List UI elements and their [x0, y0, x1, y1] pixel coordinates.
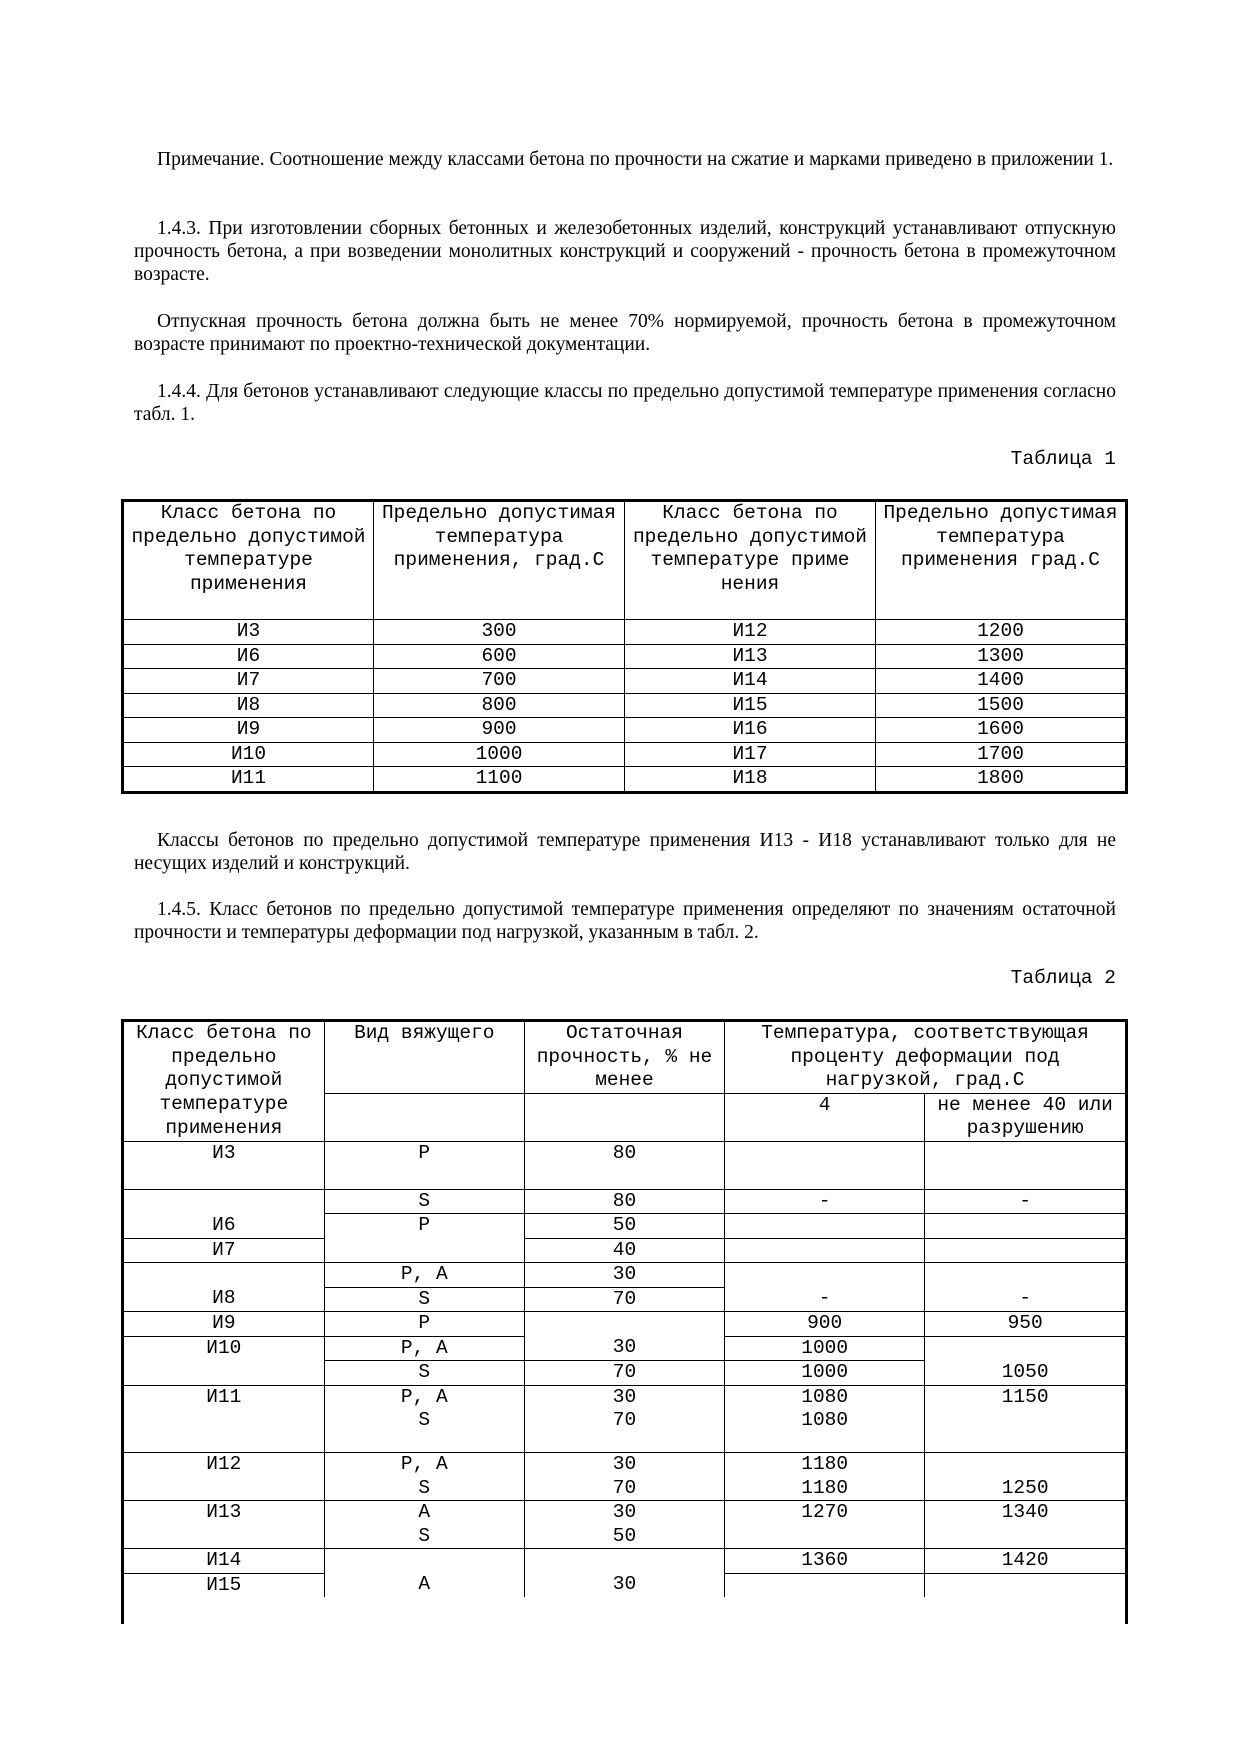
table-cell: S	[324, 1287, 524, 1312]
table-1-caption: Таблица 1	[1010, 448, 1116, 470]
table-cell	[925, 1263, 1125, 1288]
table-row	[124, 1287, 1125, 1312]
table-cell: -	[725, 1287, 925, 1312]
table-cell: И16	[625, 718, 876, 743]
table-cell	[725, 1141, 925, 1189]
table-cell: 50	[524, 1525, 724, 1549]
header-class: Класс бетона по предельно допустимой	[124, 1022, 324, 1093]
table-1-header-cell: Класс бетона по предельно допустимой температуре применения	[123, 501, 374, 620]
table-row	[124, 1453, 1125, 1477]
table-row	[124, 1238, 1125, 1263]
table-cell: И12	[124, 1453, 324, 1477]
table-cell: S	[324, 1189, 524, 1214]
table-cell: 1000	[725, 1361, 925, 1386]
table-row	[123, 767, 1127, 793]
table-cell	[124, 1263, 324, 1288]
table-cell: 30	[524, 1385, 724, 1409]
table-cell: И18	[625, 767, 876, 793]
table-cell: 1150	[925, 1385, 1125, 1409]
table-cell: -	[925, 1189, 1125, 1214]
table-cell: 1250	[925, 1477, 1125, 1501]
table-cell: И9	[123, 718, 374, 743]
table-row	[123, 669, 1127, 694]
table-cell: S	[324, 1525, 524, 1549]
table-row	[124, 1263, 1125, 1288]
table-row	[124, 1336, 1125, 1361]
table-cell: И13	[124, 1501, 324, 1525]
table-cell	[124, 1189, 324, 1214]
table-cell	[524, 1093, 724, 1141]
table-cell: 900	[725, 1312, 925, 1337]
table-row	[124, 1141, 1125, 1189]
table-cell: И7	[123, 669, 374, 694]
table-cell: И15	[625, 693, 876, 718]
table-cell	[524, 1312, 724, 1337]
table-1-header-row	[123, 501, 1127, 620]
table-cell: Р, А	[324, 1263, 524, 1288]
table-cell	[925, 1409, 1125, 1453]
table-cell: 950	[925, 1312, 1125, 1337]
table-cell: Р	[324, 1312, 524, 1337]
table-cell: S	[324, 1361, 524, 1386]
table-row	[124, 1573, 1125, 1597]
table-cell: 70	[524, 1287, 724, 1312]
table-cell: 70	[524, 1477, 724, 1501]
table-1-header-cell: Предельно допустимая температура применения, град.С	[374, 501, 625, 620]
table-2-caption: Таблица 2	[1010, 967, 1116, 989]
table-cell: 80	[524, 1189, 724, 1214]
table-cell	[925, 1525, 1125, 1549]
table-cell: 40	[524, 1238, 724, 1263]
table-cell: -	[725, 1189, 925, 1214]
table-cell: И6	[124, 1214, 324, 1239]
table-row	[123, 718, 1127, 743]
table-cell: 50	[524, 1214, 724, 1239]
table-cell	[524, 1549, 724, 1574]
table-cell: 1080	[725, 1385, 925, 1409]
table-cell: 1500	[876, 693, 1127, 718]
table-cell	[725, 1573, 925, 1597]
table-2-grid	[124, 1022, 1125, 1597]
table-row	[124, 1525, 1125, 1549]
header-deformation-temperature: Температура, соответствующая проценту деформации под нагрузкой, град.С	[725, 1022, 1125, 1093]
table-cell: 30	[524, 1336, 724, 1361]
table-row	[124, 1385, 1125, 1409]
header-temp-4-percent: 4	[725, 1093, 925, 1141]
table-cell: И6	[123, 644, 374, 669]
table-cell: И8	[123, 693, 374, 718]
table-cell: 30	[524, 1453, 724, 1477]
table-cell: 1340	[925, 1501, 1125, 1525]
table-cell: И14	[124, 1549, 324, 1574]
table-cell: И11	[123, 767, 374, 793]
table-cell: 1360	[725, 1549, 925, 1574]
table-2-subheader-row	[124, 1093, 1125, 1141]
table-cell	[124, 1525, 324, 1549]
table-row	[124, 1361, 1125, 1386]
table-row	[123, 693, 1127, 718]
table-cell: 1420	[925, 1549, 1125, 1574]
table-cell	[725, 1238, 925, 1263]
table-cell: 1180	[725, 1453, 925, 1477]
note-paragraph: Примечание. Соотношение между классами бетона по прочности на сжатие и марками приведено в приложении 1.	[157, 149, 1114, 170]
header-class-continued: температуре применения	[124, 1093, 324, 1141]
table-row	[124, 1501, 1125, 1525]
table-cell: 800	[374, 693, 625, 718]
table-cell: 1100	[374, 767, 625, 793]
table-cell	[124, 1409, 324, 1453]
table-cell: 1180	[725, 1477, 925, 1501]
table-cell: 80	[524, 1141, 724, 1189]
table-2	[121, 1019, 1128, 1624]
table-cell: И14	[625, 669, 876, 694]
table-cell: 600	[374, 644, 625, 669]
table-cell	[925, 1453, 1125, 1477]
table-cell	[725, 1525, 925, 1549]
table-cell: 30	[524, 1501, 724, 1525]
table-cell: S	[324, 1477, 524, 1501]
table-cell: 70	[524, 1361, 724, 1386]
table-cell: 1080	[725, 1409, 925, 1453]
table-cell: 1700	[876, 742, 1127, 767]
table-cell: 900	[374, 718, 625, 743]
table-1-header-cell: Класс бетона по предельно допустимой температуре приме нения	[625, 501, 876, 620]
table-cell: И10	[123, 742, 374, 767]
table-cell: S	[324, 1409, 524, 1453]
table-cell: И8	[124, 1287, 324, 1312]
table-cell: И15	[124, 1573, 324, 1597]
table-cell: 300	[374, 620, 625, 645]
table-cell: И10	[124, 1336, 324, 1361]
table-cell: И3	[123, 620, 374, 645]
table-cell: 1000	[725, 1336, 925, 1361]
header-binder: Вид вяжущего	[324, 1022, 524, 1093]
section-1-4-4-paragraph: 1.4.4. Для бетонов устанавливают следующие классы по предельно допустимой температуре применения согласно табл. 1.	[134, 381, 1116, 425]
table-row	[124, 1477, 1125, 1501]
table-cell	[124, 1361, 324, 1386]
table-cell: И11	[124, 1385, 324, 1409]
table-cell: -	[925, 1287, 1125, 1312]
table-cell: 1800	[876, 767, 1127, 793]
section-1-4-3-paragraph: 1.4.3. При изготовлении сборных бетонных и железобетонных изделий, конструкций устанавливают отпускную прочность бетона, а при возведении монолитных конструкций и сооружений - прочность бетона в промежуточном возрасте.	[134, 218, 1116, 285]
table-cell: 1300	[876, 644, 1127, 669]
release-strength-paragraph: Отпускная прочность бетона должна быть не менее 70% нормируемой, прочность бетона в промежуточном возрасте принимают по проектно-технической документации.	[134, 311, 1116, 355]
table-1-header-cell: Предельно допустимая температура применения град.С	[876, 501, 1127, 620]
table-cell: Р, А	[324, 1453, 524, 1477]
table-cell: И13	[625, 644, 876, 669]
table-cell: 1000	[374, 742, 625, 767]
header-residual-strength: Остаточная прочность, % не менее	[524, 1022, 724, 1093]
table-cell: И3	[124, 1141, 324, 1189]
table-cell	[925, 1336, 1125, 1361]
table-row	[123, 620, 1127, 645]
table-cell	[124, 1477, 324, 1501]
table-cell	[725, 1214, 925, 1239]
table-cell	[925, 1214, 1125, 1239]
table-cell	[925, 1573, 1125, 1597]
table-cell: И9	[124, 1312, 324, 1337]
table-cell: 1200	[876, 620, 1127, 645]
table-cell: 1400	[876, 669, 1127, 694]
table-cell: И7	[124, 1238, 324, 1263]
table-2-header-row	[124, 1022, 1125, 1093]
section-1-4-5-paragraph: 1.4.5. Класс бетонов по предельно допустимой температуре применения определяют по значениям остаточной прочности и температуры деформации под нагрузкой, указанным в табл. 2.	[134, 899, 1116, 943]
header-temp-40-percent: не менее 40 или разрушению	[925, 1093, 1125, 1141]
table-cell	[925, 1141, 1125, 1189]
table-cell	[324, 1093, 524, 1141]
table-cell: А	[324, 1501, 524, 1525]
table-cell: 1050	[925, 1361, 1125, 1386]
table-row	[123, 742, 1127, 767]
table-row	[124, 1409, 1125, 1453]
table-1	[121, 499, 1128, 794]
table-row	[124, 1312, 1125, 1337]
table-cell: А	[324, 1573, 524, 1597]
table-cell: 30	[524, 1573, 724, 1597]
table-cell: 1270	[725, 1501, 925, 1525]
classes-restriction-paragraph: Классы бетонов по предельно допустимой температуре применения И13 - И18 устанавливают только для не несущих изделий и конструкций.	[134, 830, 1116, 874]
table-cell: 70	[524, 1409, 724, 1453]
table-cell: Р	[324, 1141, 524, 1189]
table-cell	[324, 1238, 524, 1263]
table-cell	[925, 1238, 1125, 1263]
table-cell	[324, 1549, 524, 1574]
table-row	[124, 1189, 1125, 1214]
table-cell	[725, 1263, 925, 1288]
table-cell: 1600	[876, 718, 1127, 743]
table-cell: 30	[524, 1263, 724, 1288]
table-cell: И17	[625, 742, 876, 767]
table-row	[124, 1214, 1125, 1239]
table-cell: 700	[374, 669, 625, 694]
table-cell: Р	[324, 1214, 524, 1239]
table-row	[123, 644, 1127, 669]
table-cell: И12	[625, 620, 876, 645]
table-cell: Р, А	[324, 1385, 524, 1409]
table-cell: Р, А	[324, 1336, 524, 1361]
table-row	[124, 1549, 1125, 1574]
